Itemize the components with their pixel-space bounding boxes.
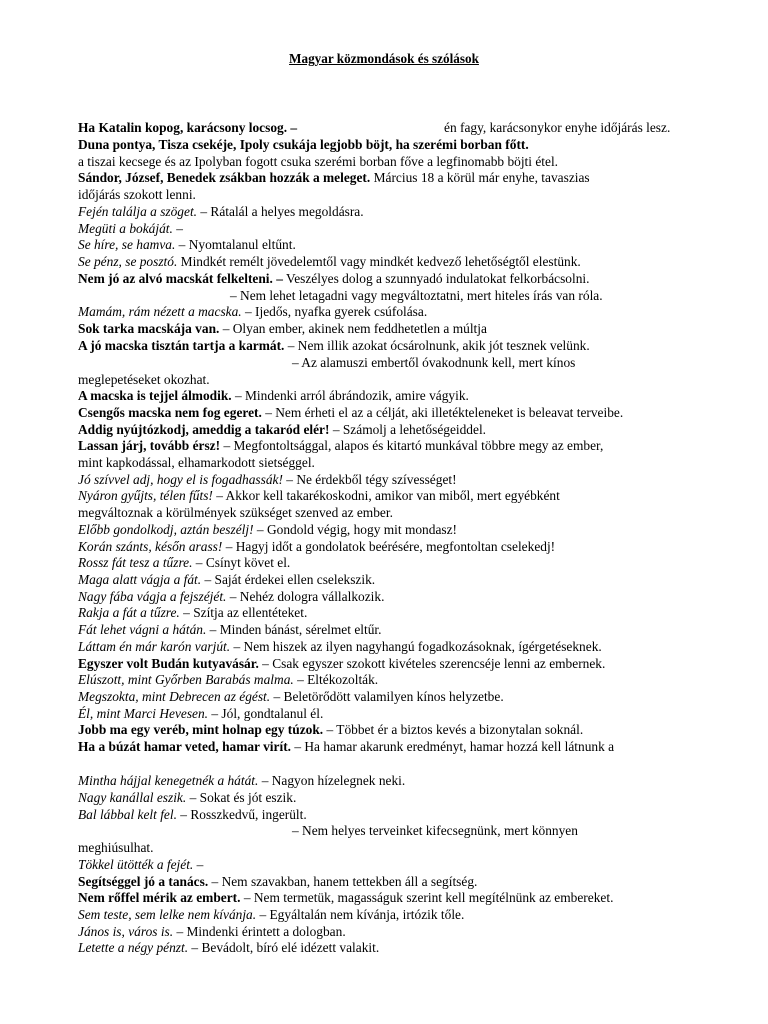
saying-italic: Jó szívvel adj, hogy el is fogadhassák! (78, 472, 283, 487)
meaning-text: – Jól, gondtalanul él. (208, 706, 324, 721)
saying-italic: Nagy kanállal eszik. (78, 790, 187, 805)
proverb-bold: Segítséggel jó a tanács. (78, 874, 209, 889)
meaning-text: – Nem hiszek az ilyen nagyhangú fogadkozásoknak, ígérgetéseknek. (230, 639, 602, 654)
saying-italic: Tökkel ütötték a fejét. (78, 857, 194, 872)
meaning-text: – Nem érheti el az a célját, aki illetékteleneket is beleavat terveibe. (261, 405, 624, 420)
saying-italic: Rakja a fát a tűzre. (78, 605, 180, 620)
proverb-line (78, 689, 504, 705)
proverb-line (78, 539, 555, 555)
proverb-bold: Jobb ma egy veréb, mint holnap egy túzok. (78, 722, 324, 737)
proverb-line (78, 488, 560, 504)
meaning-text: – Ijedős, nyafka gyerek csúfolása. (241, 304, 428, 319)
meaning-text: – Nem termetük, magasságuk szerint kell megítélnünk az embereket. (240, 890, 614, 905)
meaning-text: – Számolj a lehetőségeiddel. (329, 422, 487, 437)
saying-italic: Se híre, se hamva. (78, 237, 176, 252)
proverb-bold: Ha Katalin kopog, karácsony locsog. – (78, 120, 298, 135)
meaning-text: – (172, 221, 183, 236)
meaning-text: – Sokat és jót eszik. (186, 790, 297, 805)
proverb-line (78, 137, 529, 153)
proverb-bold: A jó macska tisztán tartja a karmát. (78, 338, 285, 353)
proverb-bold: Ha a búzát hamar veted, hamar virít. (78, 739, 291, 754)
saying-italic: Él, mint Marci Hevesen. (78, 706, 209, 721)
saying-italic: Letette a négy pénzt. (78, 940, 189, 955)
meaning-text: – Csak egyszer szokott kivételes szerencséje lenni az embernek. (258, 656, 606, 671)
meaning-text: – Megfontoltsággal, alapos és kitartó munkával többre megy az ember, (220, 438, 604, 453)
meaning-text: – Egyáltalán nem kívánja, irtózik tőle. (256, 907, 465, 922)
proverb-line (78, 857, 203, 873)
proverb-bold: Lassan járj, tovább érsz! (78, 438, 221, 453)
proverb-line (78, 304, 427, 320)
meaning-text: – Nagyon hízelegnek neki. (258, 773, 406, 788)
saying-italic: Megszokta, mint Debrecen az égést. (78, 689, 271, 704)
proverb-line (78, 874, 477, 890)
meaning-text: – Nem szavakban, hanem tettekben áll a segítség. (208, 874, 478, 889)
proverb-line (78, 422, 486, 438)
meaning-text: – Nyomtalanul eltűnt. (175, 237, 296, 252)
meaning-text: – Hagyj időt a gondolatok beérésére, megfontoltan cselekedj! (222, 539, 556, 554)
meaning-text: – Szítja az ellentéteket. (179, 605, 308, 620)
proverb-bold: Nem jó az alvó macskát felkelteni. – (78, 271, 283, 286)
proverb-line (78, 154, 558, 170)
proverb-line (78, 455, 315, 471)
proverb-line (78, 572, 375, 588)
proverb-bold: Nem rőffel mérik az embert. (78, 890, 241, 905)
saying-italic: Bal lábbal kelt fel. (78, 807, 177, 822)
proverb-line (78, 672, 378, 688)
meaning-text: – Saját érdekei ellen cselekszik. (201, 572, 376, 587)
saying-italic: Elúszott, mint Győrben Barabás malma. (78, 672, 294, 687)
proverb-line (78, 589, 384, 605)
proverb-line (78, 472, 457, 488)
meaning-text: – Rosszkedvű, ingerült. (176, 807, 307, 822)
saying-italic: Nagy fába vágja a fejszéjét. (78, 589, 227, 604)
proverb-bold: Csengős macska nem fog egeret. (78, 405, 262, 420)
proverb-line (78, 321, 487, 337)
meaning-text: – Mindenki arról ábrándozik, amire vágyik. (231, 388, 469, 403)
proverb-line (78, 388, 469, 404)
saying-italic: Láttam én már karón varjút. (78, 639, 231, 654)
proverb-line (78, 170, 590, 186)
proverb-bold: Egyszer volt Budán kutyavásár. (78, 656, 259, 671)
proverb-line (78, 254, 581, 270)
meaning-text: a tiszai kecsege és az Ipolyban fogott csuka szerémi borban főve a legfinomabb böjti étel. (78, 154, 559, 169)
proverb-bold: Sándor, József, Benedek zsákban hozzák a meleget. (78, 170, 371, 185)
meaning-text: Március 18 a körül már enyhe, tavaszias (370, 170, 590, 185)
meaning-text: meghiúsulhat. (78, 840, 154, 855)
proverb-line (78, 656, 605, 672)
proverb-line (78, 237, 296, 253)
meaning-text: időjárás szokott lenni. (78, 187, 196, 202)
meaning-text: én fagy, karácsonykor enyhe időjárás lesz. (444, 120, 671, 135)
proverb-line (292, 823, 578, 839)
saying-italic: Előbb gondolkodj, aztán beszélj! (78, 522, 254, 537)
proverb-line (78, 722, 583, 738)
proverb-line (78, 372, 210, 388)
saying-italic: Rossz fát tesz a tűzre. (78, 555, 193, 570)
proverb-line (78, 405, 623, 421)
saying-italic: János is, város is. (78, 924, 174, 939)
saying-italic: Mintha hájjal kenegetnék a hátát. (78, 773, 259, 788)
meaning-text: – Ha hamar akarunk eredményt, hamar hozzá kell látnunk a (291, 739, 615, 754)
saying-italic: Nyáron gyűjts, télen fűts! (78, 488, 213, 503)
meaning-text: meglepetéseket okozhat. (78, 372, 210, 387)
proverb-line (78, 940, 379, 956)
proverb-line (78, 773, 405, 789)
proverb-line (78, 890, 613, 906)
proverb-bold: Sok tarka macskája van. (78, 321, 220, 336)
proverb-line (78, 622, 381, 638)
saying-italic: Maga alatt vágja a fát. (78, 572, 202, 587)
proverb-line (230, 288, 603, 304)
meaning-text: – Olyan ember, akinek nem feddhetetlen a múltja (219, 321, 487, 336)
proverb-line (292, 355, 575, 371)
proverb-line (78, 221, 183, 237)
meaning-text: – Akkor kell takarékoskodni, amikor van miből, mert egyébként (212, 488, 560, 503)
saying-italic: Megüti a bokáját. (78, 221, 173, 236)
meaning-text: – Nem lehet letagadni vagy megváltoztatni, mert hiteles írás van róla. (230, 288, 603, 303)
page-title: Magyar közmondások és szólások (289, 51, 479, 66)
proverb-line (78, 271, 589, 287)
meaning-text: – Gondold végig, hogy mit mondasz! (253, 522, 458, 537)
meaning-text: – Ne érdekből tégy szívességet! (282, 472, 457, 487)
proverb-line (78, 204, 364, 220)
proverb-line (78, 338, 590, 354)
saying-italic: Korán szánts, későn arass! (78, 539, 223, 554)
meaning-text: – Minden bánást, sérelmet eltűr. (206, 622, 382, 637)
meaning-text: megváltoznak a körülmények szükséget szenved az ember. (78, 505, 393, 520)
proverb-line (78, 605, 307, 621)
meaning-text: – Rátalál a helyes megoldásra. (197, 204, 364, 219)
proverb-line (78, 555, 290, 571)
meaning-text: – Nem helyes terveinket kifecsegnünk, mert könnyen (292, 823, 578, 838)
saying-italic: Fején találja a szöget. (78, 204, 198, 219)
proverb-line (78, 840, 154, 856)
meaning-text: – Mindenki érintett a dologban. (173, 924, 346, 939)
proverb-line (78, 907, 464, 923)
meaning-text: – Nem illik azokat ócsárolnunk, akik jót tesznek velünk. (284, 338, 590, 353)
saying-italic: Sem teste, sem lelke nem kívánja. (78, 907, 257, 922)
saying-italic: Fát lehet vágni a hátán. (78, 622, 207, 637)
meaning-text: – Nehéz dologra vállalkozik. (226, 589, 385, 604)
proverb-line (78, 807, 307, 823)
proverb-bold: A macska is tejjel álmodik. (78, 388, 232, 403)
saying-italic: Se pénz, se posztó. (78, 254, 178, 269)
proverb-line (78, 438, 603, 454)
saying-italic: Mamám, rám nézett a macska. (78, 304, 242, 319)
meaning-text: – (193, 857, 204, 872)
proverb-line (78, 505, 393, 521)
proverb-bold: Addig nyújtózkodj, ameddig a takaród elér! (78, 422, 330, 437)
proverb-line (78, 790, 296, 806)
meaning-text: – Eltékozolták. (293, 672, 379, 687)
meaning-text: – Bevádolt, bíró elé idézett valakit. (188, 940, 380, 955)
proverb-line (78, 639, 602, 655)
meaning-text: Veszélyes dolog a szunnyadó indulatokat felkorbácsolni. (282, 271, 590, 286)
proverb-line (78, 187, 196, 203)
meaning-text: – Többet ér a biztos kevés a bizonytalan soknál. (323, 722, 584, 737)
proverb-line (78, 706, 323, 722)
meaning-text: – Beletörődött valamilyen kínos helyzetbe. (270, 689, 504, 704)
proverb-bold: Duna pontya, Tisza csekéje, Ipoly csukája legjobb böjt, ha szerémi borban főtt. (78, 137, 529, 152)
meaning-text: mint kapkodással, elhamarkodott sietséggel. (78, 455, 315, 470)
meaning-text: Mindkét remélt jövedelemtől vagy mindkét kedvező lehetőségtől elestünk. (177, 254, 581, 269)
proverb-line (78, 739, 614, 755)
proverb-line (78, 120, 671, 136)
meaning-text: – Az alamuszi embertől óvakodnunk kell, mert kínos (292, 355, 576, 370)
proverb-line (78, 522, 457, 538)
proverb-line (78, 924, 346, 940)
meaning-text: – Csínyt követ el. (192, 555, 291, 570)
